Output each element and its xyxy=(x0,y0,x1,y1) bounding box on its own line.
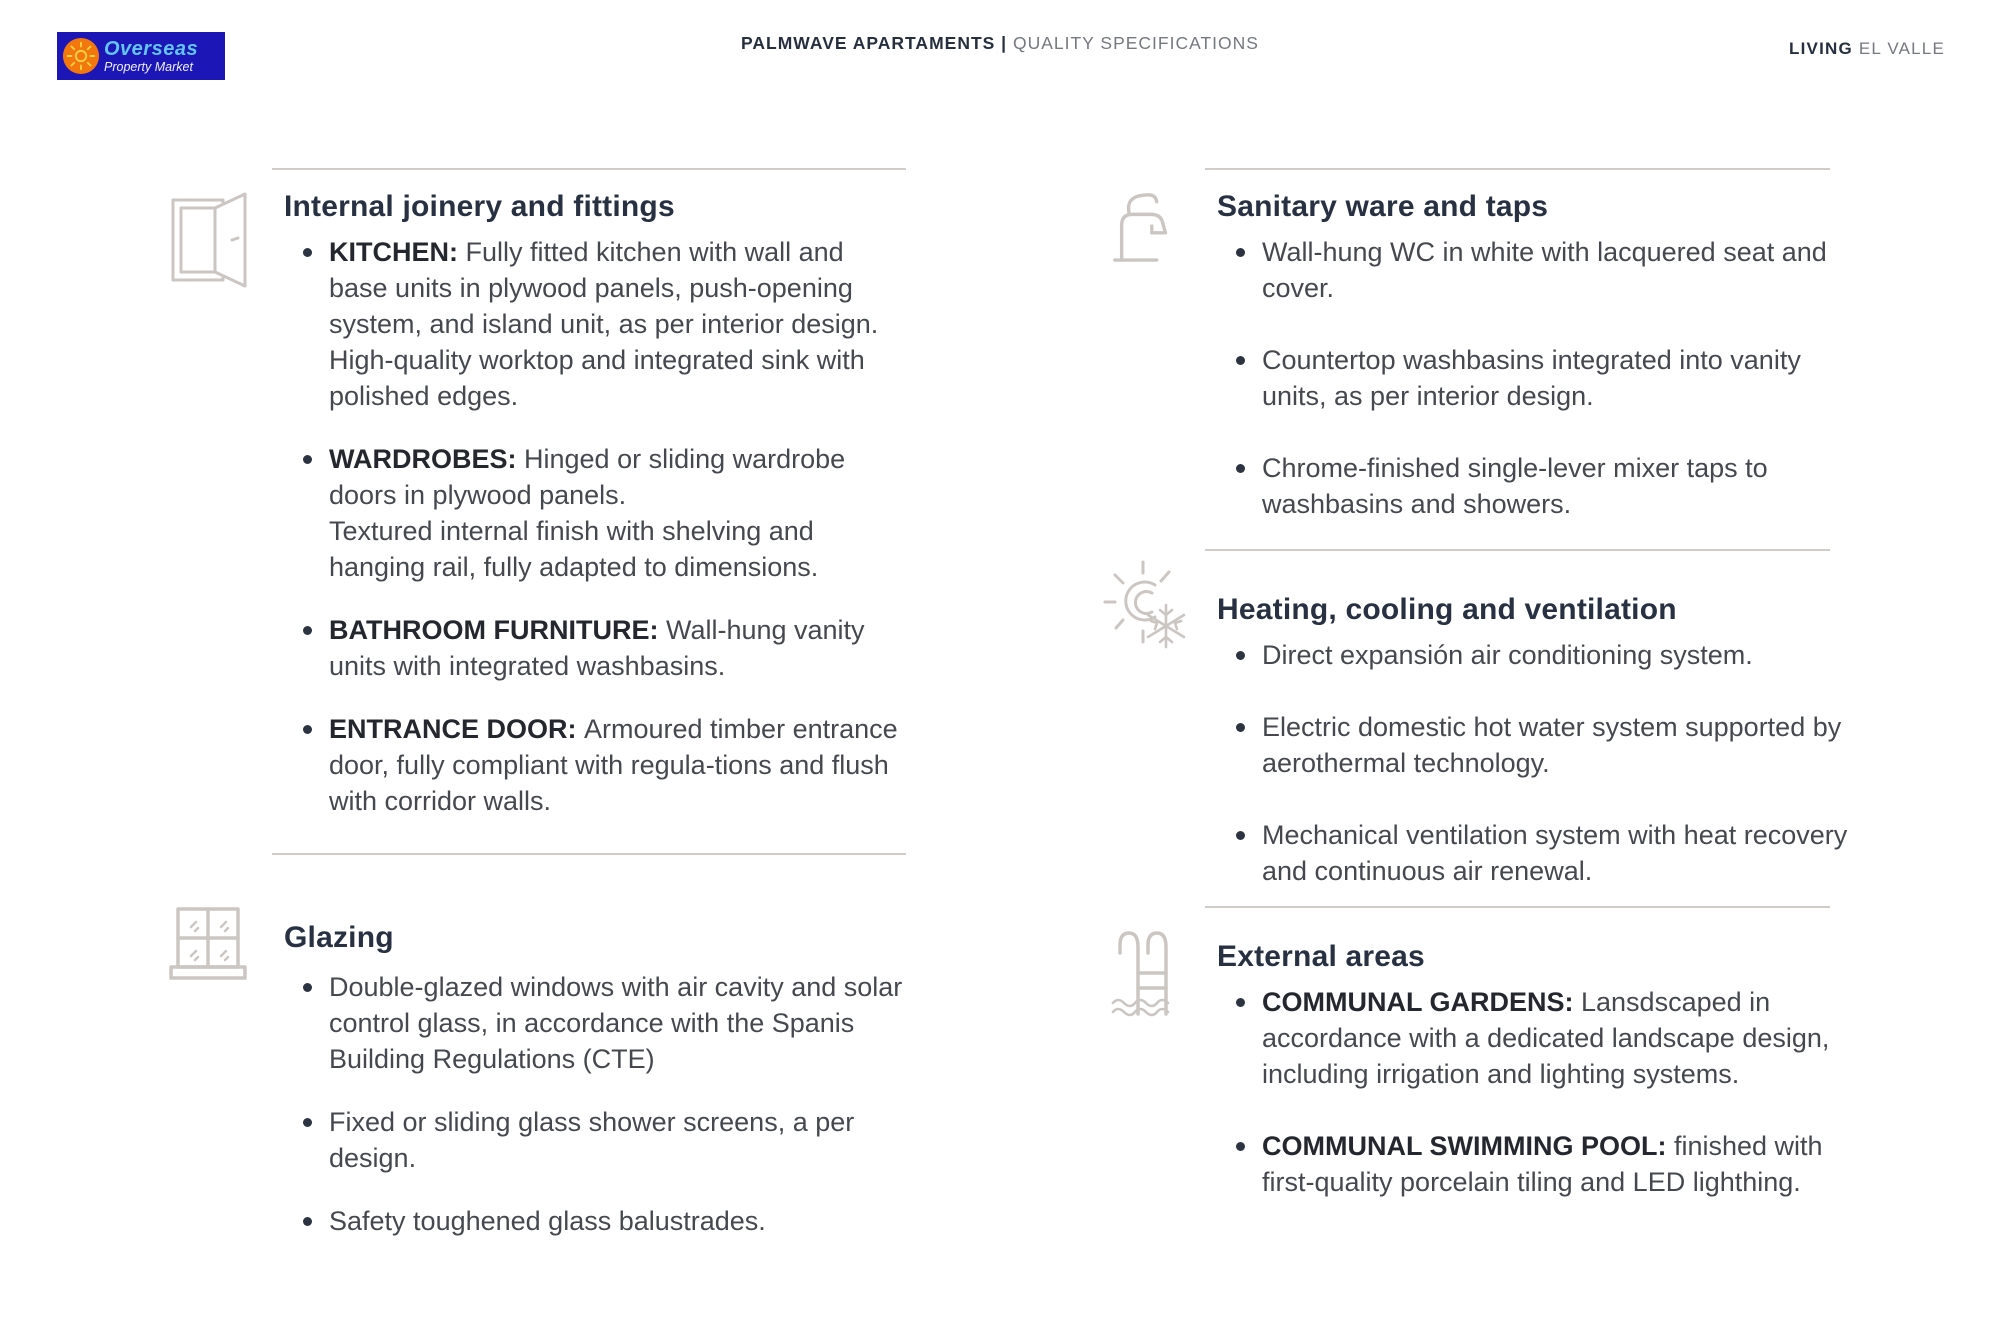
climate-icon xyxy=(1103,557,1198,657)
bullet-list xyxy=(1205,984,1865,1200)
bullet-keyword: ENTRANCE DOOR: xyxy=(329,714,584,744)
section-external xyxy=(1205,906,1865,1236)
section-divider xyxy=(1205,549,1830,551)
bullet-text: Hinged or sliding wardrobe doors in plywood panels. xyxy=(329,444,846,510)
project-name: PALMWAVE APARTAMENTS | xyxy=(741,33,1008,53)
bullet-list xyxy=(1205,234,1865,522)
bullet-item xyxy=(1262,984,1865,1092)
bullet-text: finished with first-quality porcelain tiling and LED lighthing. xyxy=(1262,1131,1823,1197)
bullet-text: Mechanical ventilation system with heat recovery and continuous air renewal. xyxy=(1262,820,1848,886)
pool-ladder-icon xyxy=(1110,926,1180,1021)
bullet-keyword: COMMUNAL GARDENS: xyxy=(1262,987,1581,1017)
section-title: Heating, cooling and ventilation xyxy=(1217,593,1677,626)
bullet-item xyxy=(1262,817,1865,889)
section-sanitary xyxy=(1205,168,1865,558)
bullet-text: Armoured timber entrance door, fully compliant with regula-tions and flush with corridor walls. xyxy=(329,714,898,816)
section-divider xyxy=(1205,168,1830,170)
logo-brand-subtitle: Property Market xyxy=(104,59,193,74)
bullet-text: Electric domestic hot water system supported by aerothermal technology. xyxy=(1262,712,1842,778)
logo-brand-name: Overseas xyxy=(104,37,199,60)
bullet-text: Lansdscaped in accordance with a dedicated landscape design, including irrigation and lighting systems. xyxy=(1262,987,1830,1089)
bullet-text: Chrome-finished single-lever mixer taps to washbasins and showers. xyxy=(1262,453,1768,519)
bullet-item xyxy=(1262,342,1865,414)
bullet-text: Countertop washbasins integrated into vanity units, as per interior design. xyxy=(1262,345,1801,411)
brand-name: LIVING xyxy=(1789,39,1853,58)
brand-location: EL VALLE xyxy=(1858,39,1945,58)
bullet-item xyxy=(1262,709,1865,781)
bullet-list xyxy=(1205,637,1865,889)
bullet-keyword: BATHROOM FURNITURE: xyxy=(329,615,666,645)
document-subtitle: QUALITY SPECIFICATIONS xyxy=(1012,33,1259,53)
bullet-text: Safety toughened glass balustrades. xyxy=(329,1206,766,1236)
section-title: External areas xyxy=(1217,940,1425,973)
tap-icon xyxy=(1110,190,1180,264)
bullet-keyword: KITCHEN: xyxy=(329,237,466,267)
bullet-text: Double-glazed windows with air cavity and solar control glass, in accordance with the Spanis Building Regulations (CTE) xyxy=(329,972,903,1074)
bullet-item xyxy=(1262,234,1865,306)
bullet-item xyxy=(1262,450,1865,522)
section-title: Sanitary ware and taps xyxy=(1217,190,1549,223)
bullet-text: Wall-hung WC in white with lacquered seat and cover. xyxy=(1262,237,1827,303)
section-heating xyxy=(1205,549,1865,925)
bullet-keyword: WARDROBES: xyxy=(329,444,524,474)
section-title: Glazing xyxy=(284,921,394,954)
section-divider xyxy=(1205,906,1830,908)
bullet-text: Fully fitted kitchen with wall and base units in plywood panels, push-opening system, and island unit, as per interior design. High-quality worktop and integrated sink with polished edges. xyxy=(329,237,879,411)
bullet-text: Direct expansión air conditioning system. xyxy=(1262,640,1753,670)
section-title: Internal joinery and fittings xyxy=(284,190,675,223)
bullet-item xyxy=(1262,1128,1865,1200)
bullet-text: Textured internal finish with shelving and hanging rail, fully adapted to dimensions. xyxy=(329,516,819,582)
bullet-text: Wall-hung vanity units with integrated washbasins. xyxy=(329,615,865,681)
bullet-item xyxy=(1262,637,1865,673)
bullet-text: Fixed or sliding glass shower screens, a per design. xyxy=(329,1107,855,1173)
bullet-keyword: COMMUNAL SWIMMING POOL: xyxy=(1262,1131,1674,1161)
